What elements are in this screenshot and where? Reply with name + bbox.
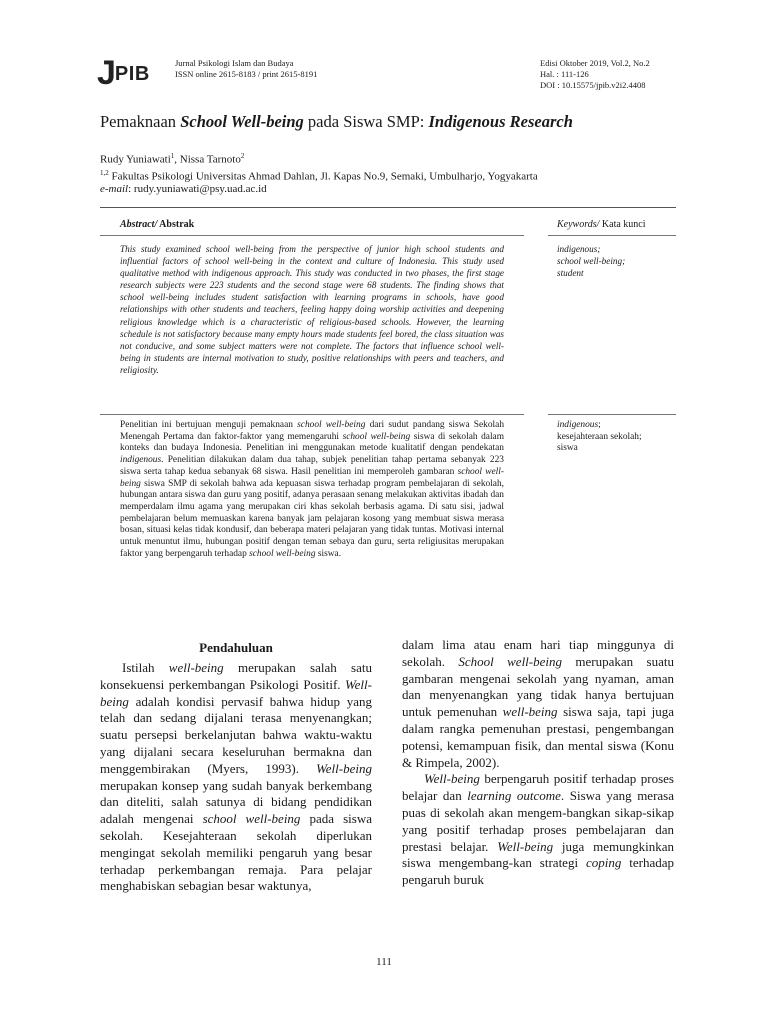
text-run: Penelitian ini bertujuan menguji pemaknaan <box>120 420 298 430</box>
text-run: dari sudut pandang siswa Sekolah Menengah Pertama dan faktor-faktor yang memengaruhi <box>120 420 505 442</box>
keyword <box>557 420 675 432</box>
divider <box>100 207 676 208</box>
keyword: siswa <box>557 443 578 454</box>
journal-info <box>175 58 317 80</box>
text-run: siswa. <box>315 548 342 559</box>
text-run: berpengaruh positif terhadap proses belajar dan <box>402 771 674 804</box>
body-column-right <box>402 637 674 889</box>
abstract-heading <box>120 219 194 230</box>
journal-name: Jurnal Psikologi Islam dan Budaya <box>175 58 294 68</box>
text-run: siswa di sekolah dalam konteks dan budaya Indonesia. Penelitian ini menggunakan metode kualitatif dengan pendekatan <box>120 431 504 454</box>
page-range: Hal. : 111-126 <box>540 69 589 79</box>
abstract-indonesian <box>120 420 504 560</box>
keyword: indigenous; <box>557 244 601 254</box>
author-name: Rudy Yuniawati <box>100 153 171 166</box>
text-run: . Penelitian dilakukan dalam dua tahap, subjek penelitian tahap pertama sebanyak 223 siswa serta tahap kedua sebanyak 68 siswa. Hasil penelitian ini memperoleh gambaran <box>120 455 504 477</box>
author-line <box>100 150 538 167</box>
keyword-punct: ; <box>598 420 601 430</box>
author-sup: 1 <box>170 152 175 160</box>
italic-term: school well-being <box>342 431 411 442</box>
keywords-english <box>557 243 675 279</box>
email-line <box>100 183 538 196</box>
italic-term: coping <box>585 855 622 871</box>
text-run: merupakan suatu gambaran mengenai sekolah yang nyaman, aman dan menyenangkan yang tidak hanya bertujuan untuk pemenuhan <box>402 653 674 720</box>
divider <box>548 235 676 236</box>
keyword-italic: indigenous <box>557 420 599 430</box>
paper-title <box>100 112 573 132</box>
keyword: kesejahteraan sekolah; <box>557 431 642 442</box>
doi: DOI : 10.15575/jpib.v2i2.4408 <box>540 80 646 90</box>
italic-term: school well-being <box>202 811 301 827</box>
italic-term: Well-being <box>316 760 372 776</box>
logo-letter-j: J <box>97 54 115 92</box>
keyword: student <box>557 268 584 279</box>
text-run: merupakan salah satu konsekuensi perkembangan Psikologi Positif. <box>100 660 372 692</box>
italic-term: Well-being <box>424 771 480 787</box>
email-address: : rudy.yuniawati@psy.uad.ac.id <box>128 183 267 196</box>
text-run: siswa saja, tapi juga dalam rangka pemenuhan prestasi, pengembangan potensi, kemampuan fisik, dan mental siswa (Konu & Rimpela, 2002). <box>402 704 674 770</box>
title-part: pada Siswa SMP: <box>303 112 429 131</box>
text-run: Istilah <box>122 660 169 675</box>
text-run: merupakan konsep yang sudah banyak berkembang dan diteliti, salah satunya di bidang pendidikan adalah mengenai <box>100 777 372 827</box>
text-run: dalam lima atau enam hari tiap minggunya di sekolah. <box>402 637 674 669</box>
body-column-left <box>100 660 372 895</box>
kata-kunci-label: Kata kunci <box>599 219 646 230</box>
edition-info <box>540 58 650 91</box>
keywords-label: Keywords/ <box>557 219 600 230</box>
paragraph <box>402 771 674 889</box>
paragraph <box>402 637 674 771</box>
section-heading: Pendahuluan <box>199 640 273 655</box>
affiliation: Fakultas Psikologi Universitas Ahmad Dahlan, Jl. Kapas No.9, Semaki, Umbulharjo, Yogyakarta <box>108 170 538 183</box>
abstrak-label: Abstrak <box>157 219 195 230</box>
keywords-heading <box>557 219 646 230</box>
authors-block <box>100 150 538 196</box>
italic-term: indigenous <box>120 455 162 466</box>
abstract-label: Abstract/ <box>120 219 158 230</box>
divider <box>100 414 524 415</box>
keywords-indonesian <box>557 420 675 455</box>
italic-term: school well-being <box>297 420 366 430</box>
italic-term: learning outcome <box>467 788 561 804</box>
italic-term: School well-being <box>458 653 563 669</box>
keyword: school well-being; <box>557 256 626 267</box>
text-run: . Siswa yang merasa puas di sekolah akan mengem-bangkan sikap-sikap yang positif terhadap proses pembelajaran dan prestasi belajar. <box>402 788 674 854</box>
text-run: juga memungkinkan siswa mengembang-kan strategi <box>402 838 674 871</box>
divider <box>100 235 524 236</box>
italic-term: Well-being <box>100 676 372 709</box>
affiliation-sup: 1,2 <box>100 168 109 177</box>
author-name: Nissa Tarnoto <box>179 153 241 166</box>
italic-term: Well-being <box>497 838 554 854</box>
italic-term: school well-being <box>120 466 504 489</box>
journal-issn: ISSN online 2615-8183 / print 2615-8191 <box>175 69 318 79</box>
page-number: 111 <box>376 956 392 968</box>
email-label: e-mail <box>100 183 129 196</box>
edition: Edisi Oktober 2019, Vol.2, No.2 <box>540 58 650 68</box>
affiliation-line <box>100 167 538 184</box>
journal-logo <box>97 56 150 90</box>
abstract-english: This study examined school well-being from the perspective of junior high school students and influential factors of school well-being in the context and culture of Indonesia. This study used qualitative method with indigenous approach. This study was conducted in two phases, the first stage research subjects were 223 students and the second stage were 68 students. The finding shows that school well-being includes student satisfaction with learning programs in schools, have good relationships with other students and teachers, feeling happy doing worship activities and deepening religious knowledge which is a characteristic of religious-based schools. However, the learning schedule is not satisfactory because many empty hours made students feel bored, the class situation was not conducive, and some subject matters were not complete. The factors that influence school well-being in students are internal motivation to study, positive relationships with peers and teachers, and religiosity. <box>120 244 504 375</box>
text-run: adalah kondisi pervasif bahwa hidup yang telah dan sedang dijalani terasa menyenangkan; suatu persepsi berkelanjutan bahwa waktu-waktu yang dijalani secara keseluruhan bermakna dan menggembirakan (Myers, 1993). <box>100 693 372 776</box>
text-run: terhadap pengaruh buruk <box>402 855 674 888</box>
author-sup: 2 <box>240 152 245 160</box>
text-run: pada siswa sekolah. Kesejahteraan sekolah diperlukan mengingat sekolah memiliki pengaruh yang besar terhadap perkembangan remaja. Para pelajar menghabiskan sebagian besar waktunya, <box>100 811 372 894</box>
paragraph <box>100 660 372 895</box>
title-part: Pemaknaan <box>100 112 181 131</box>
text-run: siswa SMP di sekolah bahwa ada kepuasan siswa terhadap program pembelajaran di sekolah, hubungan antara siswa dan guru yang positif, adanya perasaan senang melakukan aktivitas ibadah dan memperdalam ilmu agama yang merupakan ciri khas sekolah berbasis agama. Di satu sisi, jadwal pembelajaran belum memuaskan karena banyak jam pelajaran kosong yang membuat siswa merasa bosan, situasi kelas tidak kondusif, dan beberapa materi pelajaran yang tidak tuntas. Motivasi internal untuk menuntut ilmu, hubungan positif dengan teman sebaya dan guru, serta religiusitas merupakan faktor yang berpengaruh terhadap <box>120 478 504 559</box>
logo-letters-pib: PIB <box>114 63 150 85</box>
italic-term: well-being <box>168 660 224 675</box>
title-part: School Well-being <box>180 112 304 131</box>
italic-term: well-being <box>502 704 558 720</box>
italic-term: school well-being <box>249 548 316 559</box>
divider <box>548 414 676 415</box>
author-separator: , <box>174 153 180 166</box>
title-part: Indigenous Research <box>428 112 573 131</box>
